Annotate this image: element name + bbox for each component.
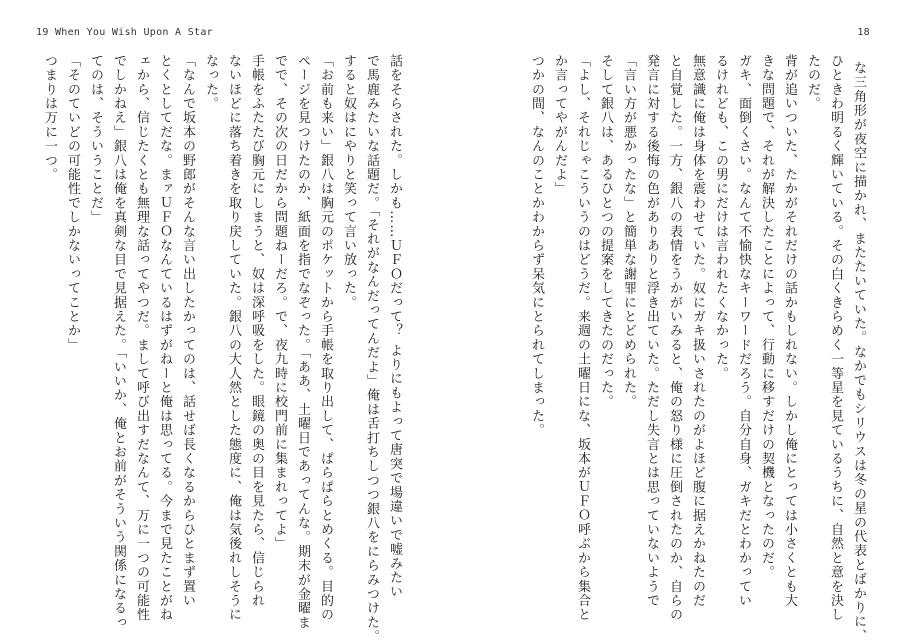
text-line: 「お前も来い」銀八は胸元のポケットから手帳を取り出して、ぱらぱらとめくる。目的の — [318, 54, 333, 622]
text-line: そして銀八は、あるひとつの提案をしてきたのだった。 — [598, 54, 613, 409]
text-line: 手帳をふたたび胸元にしまうと、奴は深呼吸をした。眼鏡の奥の目を見たら、信じられ — [249, 54, 264, 608]
right-page — [450, 0, 900, 643]
text-line: ないほどに落ち着きを取り戻していた。銀八の大人然とした態度に、俺は気後れしそうに — [226, 54, 241, 622]
text-line: 無意識に俺は身体を震わせていた。奴にガキ扱いされたのがよほど腹に据えかねたのだ — [690, 54, 705, 608]
text-line: と自覚した。一方、銀八の表情をうかがいみると、俺の怒り様に圧倒されたのか、自らの — [667, 54, 682, 622]
text-line: でで、その次の日だから問題ねーだろ。で、夜九時に校門前に集まれってよ」 — [272, 54, 287, 551]
text-line: るけれども、この男にだけは言われたくなかった。 — [713, 54, 728, 381]
text-line: 背が追いついた、たかがそれだけの話かもしれない。しかし俺にとっては小さくとも大 — [782, 54, 797, 608]
right-page-number: 18 — [857, 27, 870, 38]
text-line: すると奴はにやりと笑って言い放った。 — [341, 54, 356, 310]
text-line: つかの間、なんのことかわからず呆気にとられてしまった。 — [529, 54, 544, 438]
text-line: 「言い方が悪かったな」と簡単な謝罪にとどめられた。 — [621, 54, 636, 409]
text-line: 話をそらされた。しかも……ＵＦＯだって？ よりにもよって唐突で場違いで嘘みたい — [387, 54, 402, 599]
text-line: ガキ、面倒くさい。なんて不愉快なキーワードだろう。自分自身、ガキだとわかってい — [736, 54, 751, 608]
text-line: ひときわ明るく輝いている。その白くきらめく一等星を見ているうちに、自然と意を決し — [828, 54, 843, 622]
text-line: 発言に対する後悔の色がありありと浮き出ていた。ただし失言とは思っていないようで — [644, 54, 659, 608]
text-line: 「そのていどの可能性でしかないってことか」 — [65, 54, 80, 353]
text-line: 「なんで坂本の野郎がそんな言い出したかってのは、話せば長くなるからひとまず置い — [180, 54, 195, 608]
left-page-text — [42, 54, 406, 644]
text-line: 「よし、それじゃこういうのはどうだ。来週の土曜日にな、坂本がＵＦＯ呼ぶから集合と — [575, 54, 590, 622]
text-line: つまりは万に一つ。 — [42, 54, 57, 182]
text-line: でしかねえ」銀八は俺を真剣な目で見据えた。「いいか、俺とお前がそういう関係になるっ — [111, 54, 126, 630]
text-line: ェから、信じたくとも無理な話ってやつだ。まして呼び出すだなんて、万に一つの可能性 — [134, 54, 149, 622]
text-line: きな問題で、それが解決したことによって、行動に移すだけの契機となったのだ。 — [759, 54, 774, 580]
text-line: てのは、そういうことだ」 — [88, 54, 103, 225]
text-line: なった。 — [203, 54, 218, 111]
right-page-text — [515, 54, 870, 643]
text-line: で馬鹿みたいな話題だ。「それがなんだってんだよ」俺は舌打ちしつつ銀八をにらみつけた。 — [364, 54, 379, 644]
text-line: たのだ。 — [805, 54, 820, 111]
left-page-header: 19 When You Wish Upon A Star — [36, 27, 213, 38]
text-line: な三角形が夜空に描かれ、またたいていた。なかでもシリウスは冬の星の代表とばかりに、 — [851, 60, 866, 643]
text-line: とくとしてだな。まァＵＦＯなんているはずがねーと俺は思ってる。今まで見たことがね — [157, 54, 172, 622]
text-line: ページを見つけたのか、紙面を指でなぞった。「ああ、土曜日であってんな。期末が金曜ま — [295, 54, 310, 630]
text-line: か言ってやがんだよ」 — [552, 54, 567, 196]
